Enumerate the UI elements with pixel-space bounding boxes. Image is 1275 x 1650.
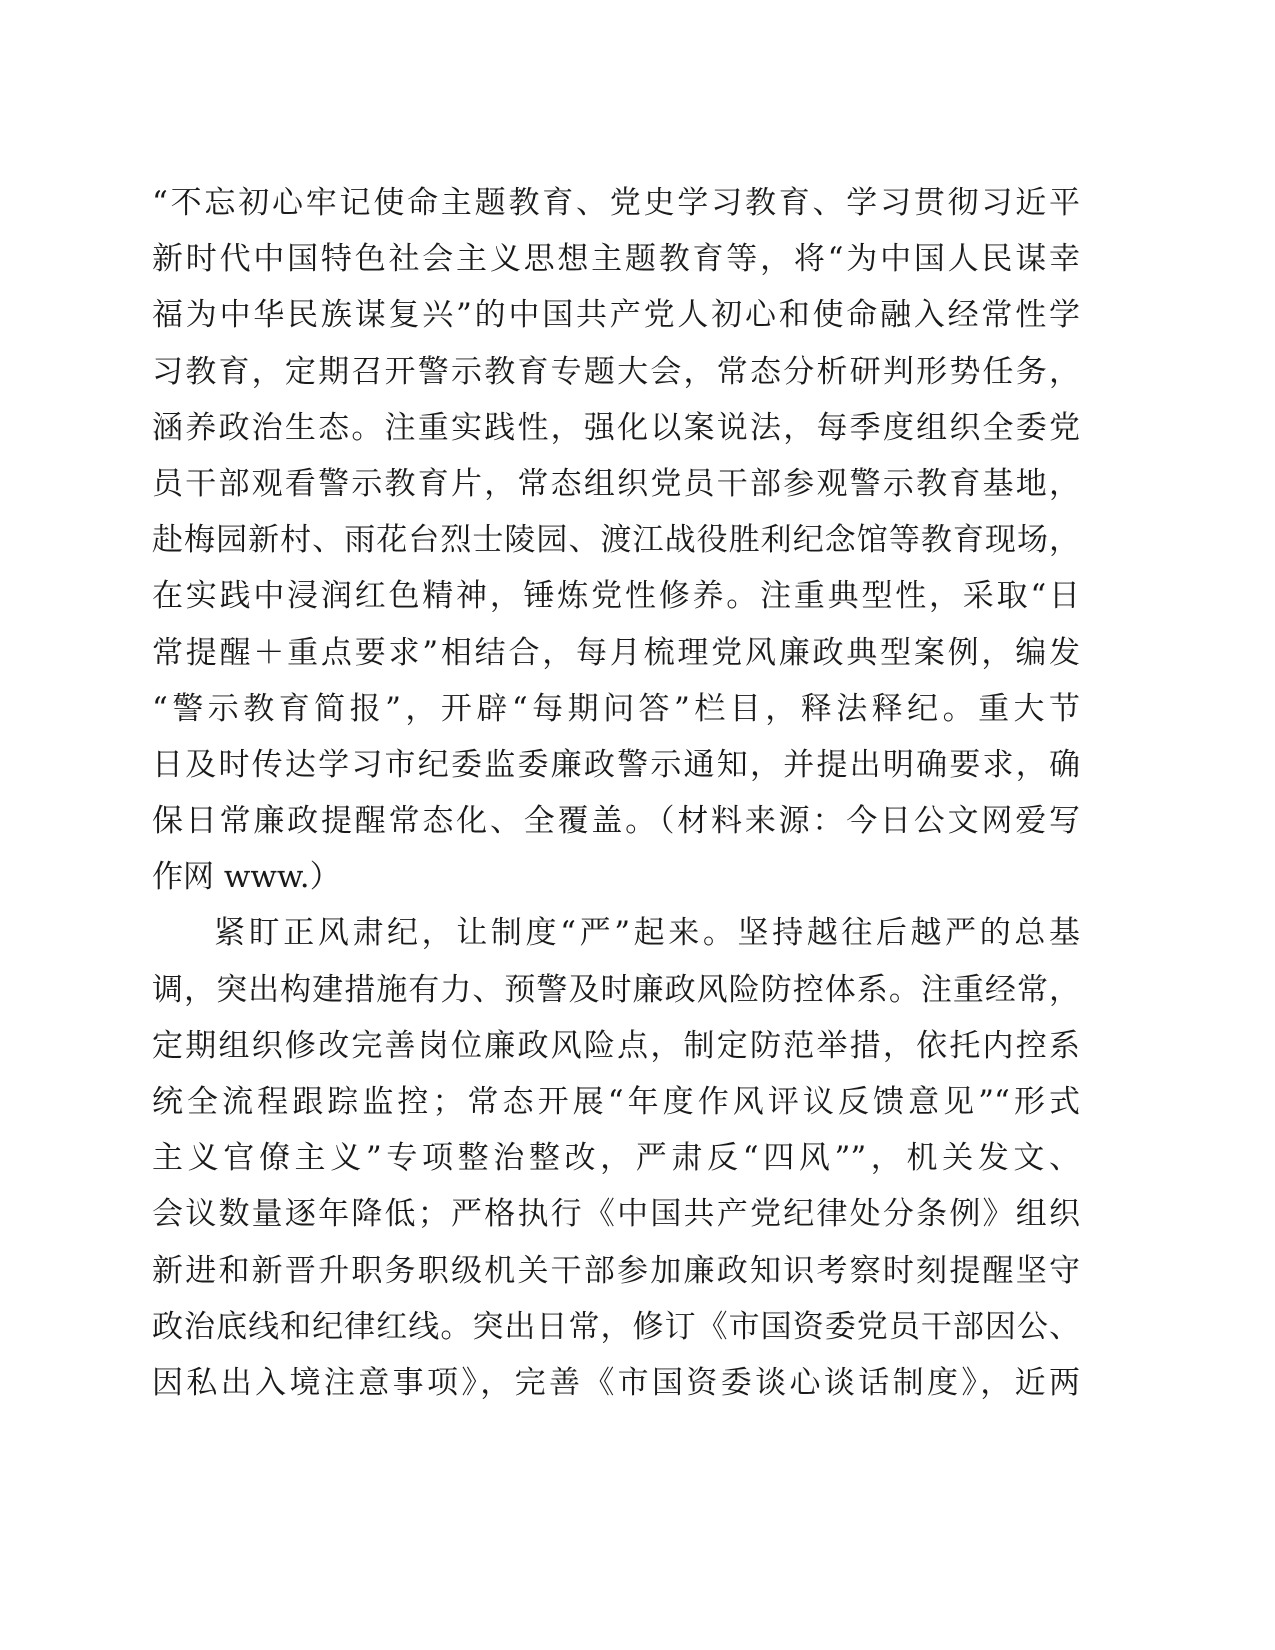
text-line: 日及时传达学习市纪委监委廉政警示通知，并提出明确要求，确 xyxy=(152,746,1080,783)
text-line: 紧盯正风肃纪，让制度“严”起来。坚持越往后越严的总基 xyxy=(214,915,1080,952)
text-line: 主义官僚主义”专项整治整改，严肃反“四风””，机关发文、 xyxy=(152,1140,1080,1177)
text-line: 会议数量逐年降低；严格执行《中国共产党纪律处分条例》组织 xyxy=(152,1196,1080,1233)
text-line: 新进和新晋升职务职级机关干部参加廉政知识考察时刻提醒坚守 xyxy=(152,1252,1080,1289)
text-line: 涵养政治生态。注重实践性，强化以案说法，每季度组织全委党 xyxy=(152,409,1080,446)
text-line: 员干部观看警示教育片，常态组织党员干部参观警示教育基地， xyxy=(152,465,1080,502)
text-line: “不忘初心牢记使命主题教育、党史学习教育、学习贯彻习近平 xyxy=(152,185,1080,221)
text-line: 保日常廉政提醒常态化、全覆盖。（材料来源：今日公文网爱写 xyxy=(152,803,1080,840)
text-line: 在实践中浸润红色精神，锤炼党性修养。注重典型性，采取“日 xyxy=(152,578,1080,615)
text-line: 常提醒＋重点要求”相结合，每月梳理党风廉政典型案例，编发 xyxy=(152,634,1080,671)
text-line: “警示教育简报”，开辟“每期问答”栏目，释法释纪。重大节 xyxy=(152,690,1080,727)
paragraph-2 xyxy=(152,905,1080,1411)
text-line: 福为中华民族谋复兴”的中国共产党人初心和使命融入经常性学 xyxy=(152,297,1080,334)
paragraph-1 xyxy=(152,175,1080,905)
text-line: 统全流程跟踪监控；常态开展“年度作风评议反馈意见”“形式 xyxy=(152,1084,1080,1120)
text-line: 习教育，定期召开警示教育专题大会，常态分析研判形势任务， xyxy=(152,353,1080,390)
text-line: 新时代中国特色社会主义思想主题教育等，将“为中国人民谋幸 xyxy=(152,241,1080,278)
text-line: 赴梅园新村、雨花台烈士陵园、渡江战役胜利纪念馆等教育现场， xyxy=(152,522,1080,559)
text-line: 定期组织修改完善岗位廉政风险点，制定防范举措，依托内控系 xyxy=(152,1027,1080,1064)
text-line: 政治底线和纪律红线。突出日常，修订《市国资委党员干部因公、 xyxy=(152,1308,1080,1345)
text-line: 因私出入境注意事项》，完善《市国资委谈心谈话制度》，近两 xyxy=(152,1364,1080,1401)
document-body xyxy=(152,175,1080,1411)
text-line: 作网 www.） xyxy=(152,859,341,896)
text-line: 调，突出构建措施有力、预警及时廉政风险防控体系。注重经常， xyxy=(152,971,1080,1008)
